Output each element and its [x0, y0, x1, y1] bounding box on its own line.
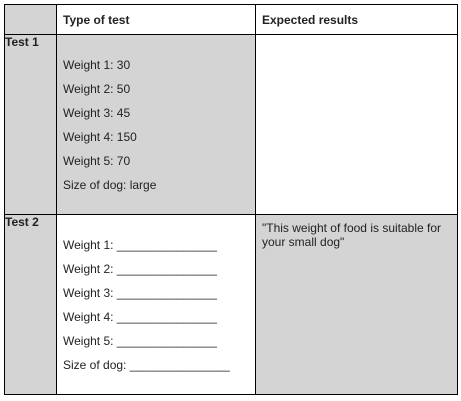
test1-expected-text	[256, 35, 457, 41]
test-table	[4, 4, 458, 395]
test2-weight3: Weight 3: _______________	[63, 286, 217, 300]
header-empty-label	[5, 5, 56, 13]
test2-weight1: Weight 1: _______________	[63, 238, 217, 252]
test2-weight5: Weight 5: _______________	[63, 334, 217, 348]
header-expected-cell	[256, 5, 458, 35]
test1-type-cell	[57, 35, 256, 215]
test2-row	[5, 215, 458, 395]
test1-weight2: Weight 2: 50	[63, 82, 131, 96]
header-type-cell	[57, 5, 256, 35]
test1-weight5: Weight 5: 70	[63, 154, 131, 168]
test2-weight2: Weight 2: _______________	[63, 262, 217, 276]
test1-label: Test 1	[5, 35, 39, 49]
test1-weight1: Weight 1: 30	[63, 58, 131, 72]
test2-expected-text: "This weight of food is suitable for your small dog"	[262, 221, 442, 249]
test2-label-cell	[5, 215, 57, 395]
test1-weight3: Weight 3: 45	[63, 106, 131, 120]
test1-weight4: Weight 4: 150	[63, 130, 137, 144]
test1-expected-cell	[256, 35, 458, 215]
test1-row	[5, 35, 458, 215]
test1-label-cell	[5, 35, 57, 215]
test2-expected-cell	[256, 215, 458, 395]
test2-weight4: Weight 4: _______________	[63, 310, 217, 324]
header-expected-label: Expected results	[262, 13, 359, 27]
test2-dog-size: Size of dog: _______________	[63, 358, 230, 372]
header-type-label: Type of test	[63, 13, 130, 27]
test2-label: Test 2	[5, 215, 39, 229]
test1-dog-size: Size of dog: large	[63, 178, 157, 192]
header-empty-cell	[5, 5, 57, 35]
header-row	[5, 5, 458, 35]
test2-type-cell	[57, 215, 256, 395]
